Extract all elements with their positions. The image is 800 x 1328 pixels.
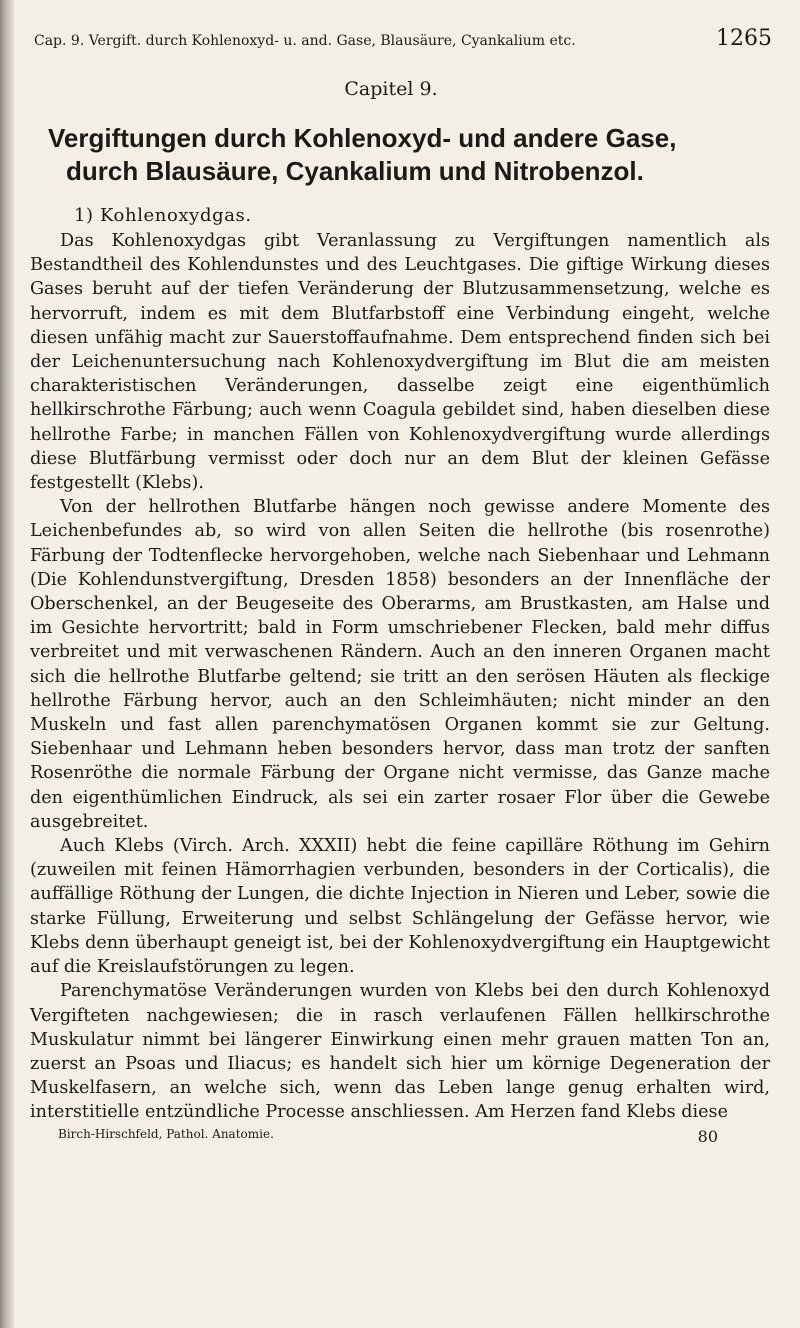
chapter-title xyxy=(30,122,792,188)
running-title: Cap. 9. Vergift. durch Kohlenoxyd- u. and. Gase, Blausäure, Cyankalium etc. xyxy=(34,33,576,49)
paragraph: Parenchymatöse Veränderungen wurden von Klebs bei den durch Kohlenoxyd Vergifteten nachgewiesen; die in rasch verlaufenen Fällen hellkirschrothe Muskulatur nimmt bei längerer Einwirkung einen mehr grauen matten Ton an, zuerst an Psoas und Iliacus; es handelt sich hier um körnige Degeneration der Muskelfasern, an welche sich, wenn das Leben lange genug erhalten wird, interstitielle entzündliche Processe anschliessen. Am Herzen fand Klebs diese xyxy=(30,981,770,1123)
running-header xyxy=(30,26,792,51)
paragraph: Das Kohlenoxydgas gibt Veranlassung zu Vergiftungen namentlich als Bestandtheil des Kohlendunstes und des Leuchtgases. Die giftige Wirkung dieses Gases beruht auf der tiefen Veränderung der Blutzusammensetzung, welche es hervorruft, indem es mit dem Blutfarbstoff eine Verbindung eingeht, welche diesen unfähig macht zur Sauerstoffaufnahme. Dem entsprechend finden sich bei der Leichenuntersuchung nach Kohlenoxydvergiftung im Blut die am meisten charakteristischen Veränderungen, dasselbe zeigt eine eigenthümlich hellkirschrothe Färbung; auch wenn Coagula gebildet sind, haben dieselben diese hellrothe Farbe; in manchen Fällen von Kohlenoxydvergiftung wurde allerdings diese Blutfärbung vermisst oder doch nur an dem Blut der kleinen Gefässe festgestellt (Klebs). xyxy=(30,231,770,494)
book-page xyxy=(30,26,792,1146)
footer-signature: Birch-Hirschfeld, Pathol. Anatomie. xyxy=(58,1126,274,1141)
chapter-title-line-1: Vergiftungen durch Kohlenoxyd- und andere Gase, xyxy=(48,123,677,153)
chapter-heading: Capitel 9. xyxy=(344,78,438,100)
paragraph: Auch Klebs (Virch. Arch. XXXII) hebt die feine capilläre Röthung im Gehirn (zuweilen mit feinen Hämorrhagien verbunden, besonders in der Corticalis), die auffällige Röthung der Lungen, die dichte Injection in Nieren und Leber, sowie die starke Füllung, Erweiterung und selbst Schlängelung der Gefässe hervor, wie Klebs denn überhaupt geneigt ist, bei der Kohlenoxydvergiftung ein Hauptgewicht auf die Kreislaufstörungen zu legen. xyxy=(30,836,770,978)
book-gutter-shadow xyxy=(0,0,14,1328)
chapter-title-line-2: durch Blausäure, Cyankalium und Nitrobenzol. xyxy=(66,156,644,186)
section-heading: 1) Kohlenoxydgas. xyxy=(74,205,252,226)
body-text xyxy=(30,202,770,1125)
paragraph: Von der hellrothen Blutfarbe hängen noch gewisse andere Momente des Leichenbefundes ab, so wird von allen Seiten die hellrothe (bis rosenrothe) Färbung der Todtenflecke hervorgehoben, welche nach Siebenhaar und Lehmann (Die Kohlendunstvergiftung, Dresden 1858) besonders an der Innenfläche der Oberschenkel, an der Beugeseite des Oberarms, am Brustkasten, am Halse und im Gesichte hervortritt; bald in Form umschriebener Flecken, bald mehr diffus verbreitet und mit verwaschenen Rändern. Auch an den inneren Organen macht sich die hellrothe Blutfarbe geltend; sie tritt an den serösen Häuten als fleckige hellrothe Färbung hervor, auch an den Schleimhäuten; nicht minder an den Muskeln und fast allen parenchymatösen Organen kommt sie zur Geltung. Siebenhaar und Lehmann heben besonders hervor, dass man trotz der sanften Rosenröthe die normale Färbung der Organe nicht vermisse, das Ganze mache den eigenthümlichen Eindruck, als sei ein zarter rosaer Flor über die Gewebe ausgebreitet. xyxy=(30,497,770,832)
page-footer xyxy=(30,1127,718,1146)
signature-number: 80 xyxy=(697,1126,718,1146)
page-number: 1265 xyxy=(716,26,772,51)
